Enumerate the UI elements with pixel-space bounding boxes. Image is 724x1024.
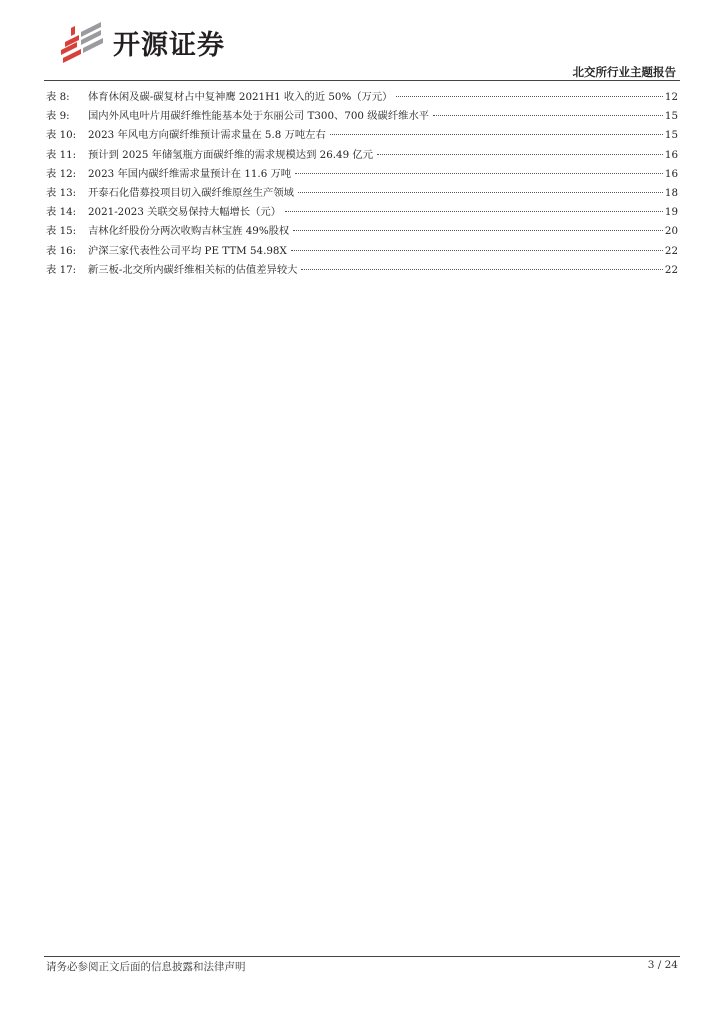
- dot-leader: [330, 134, 663, 135]
- toc-entry-number: 表 13:: [46, 186, 77, 199]
- toc-entry-number: 表 16:: [46, 244, 77, 257]
- toc-entry-page: 15: [664, 129, 678, 142]
- footer-disclaimer: 请务必参阅正文后面的信息披露和法律声明: [46, 961, 246, 973]
- toc-entry-title: 2023 年国内碳纤维需求量预计在 11.6 万吨: [88, 167, 292, 180]
- toc-entry[interactable]: [46, 261, 678, 280]
- toc-entry-number: 表 14:: [46, 206, 77, 219]
- toc-entry-title: 沪深三家代表性公司平均 PE TTM 54.98X: [88, 244, 287, 257]
- toc-entry-page: 16: [664, 167, 678, 180]
- toc-entry[interactable]: [46, 126, 678, 145]
- toc-entry-page: 15: [664, 110, 678, 123]
- toc-entry-number: 表 11:: [46, 148, 77, 161]
- toc-entry[interactable]: [46, 222, 678, 241]
- toc-entry-number: 表 10:: [46, 129, 77, 142]
- toc-entry-title: 2021-2023 关联交易保持大幅增长（元）: [88, 206, 282, 219]
- dot-leader: [291, 250, 663, 251]
- toc-entry-number: 表 17:: [46, 263, 77, 276]
- toc-entry-title: 2023 年风电方向碳纤维预计需求量在 5.8 万吨左右: [88, 129, 326, 142]
- company-logo: [57, 20, 225, 64]
- toc-entry-page: 12: [664, 91, 678, 103]
- toc-entry-number: 表 12:: [46, 167, 77, 180]
- logo-text: 开源证券: [113, 29, 225, 61]
- toc-entry-number: 表 8:: [46, 91, 70, 103]
- dot-leader: [396, 96, 662, 97]
- dot-leader: [301, 269, 662, 270]
- toc-entry-page: 22: [664, 263, 678, 276]
- toc-entry-number: 表 9:: [46, 110, 70, 123]
- toc-entry-page: 16: [664, 148, 678, 161]
- toc-entry-title: 开泰石化借募投项目切入碳纤维原丝生产领域: [88, 186, 294, 199]
- header-divider: [44, 80, 680, 81]
- toc-entry-title: 预计到 2025 年储氢瓶方面碳纤维的需求规模达到 26.49 亿元: [88, 148, 374, 161]
- toc-entry[interactable]: [46, 165, 678, 184]
- dot-leader: [377, 154, 663, 155]
- toc-entry[interactable]: [46, 184, 678, 203]
- page-number: 3 / 24: [647, 959, 678, 971]
- toc-entry[interactable]: [46, 107, 678, 126]
- toc-entry[interactable]: [46, 203, 678, 222]
- dot-leader: [298, 192, 663, 193]
- toc-entry-title: 吉林化纤股份分两次收购吉林宝旌 49%股权: [88, 225, 290, 238]
- toc-entry[interactable]: [46, 242, 678, 261]
- logo-mark-icon: [57, 20, 105, 64]
- toc-entry-title: 新三板-北交所内碳纤维相关标的估值差异较大: [88, 263, 298, 276]
- toc-entry[interactable]: [46, 146, 678, 165]
- dot-leader: [293, 230, 663, 231]
- toc-entry-page: 19: [664, 206, 678, 219]
- toc-entry-page: 20: [664, 225, 678, 238]
- toc-entry-page: 22: [664, 244, 678, 257]
- toc-entry[interactable]: [46, 88, 678, 107]
- toc-entry-title: 国内外风电叶片用碳纤维性能基本处于东丽公司 T300、700 级碳纤维水平: [88, 110, 430, 123]
- dot-leader: [433, 115, 663, 116]
- dot-leader: [285, 211, 663, 212]
- table-of-figures: [46, 88, 678, 280]
- report-type-label: 北交所行业主题报告: [572, 65, 676, 79]
- toc-entry-number: 表 15:: [46, 225, 77, 238]
- dot-leader: [295, 173, 663, 174]
- toc-entry-title: 体育休闲及碳-碳复材占中复神鹰 2021H1 收入的近 50%（万元）: [88, 91, 393, 103]
- toc-entry-page: 18: [664, 186, 678, 199]
- footer-divider: [44, 956, 680, 957]
